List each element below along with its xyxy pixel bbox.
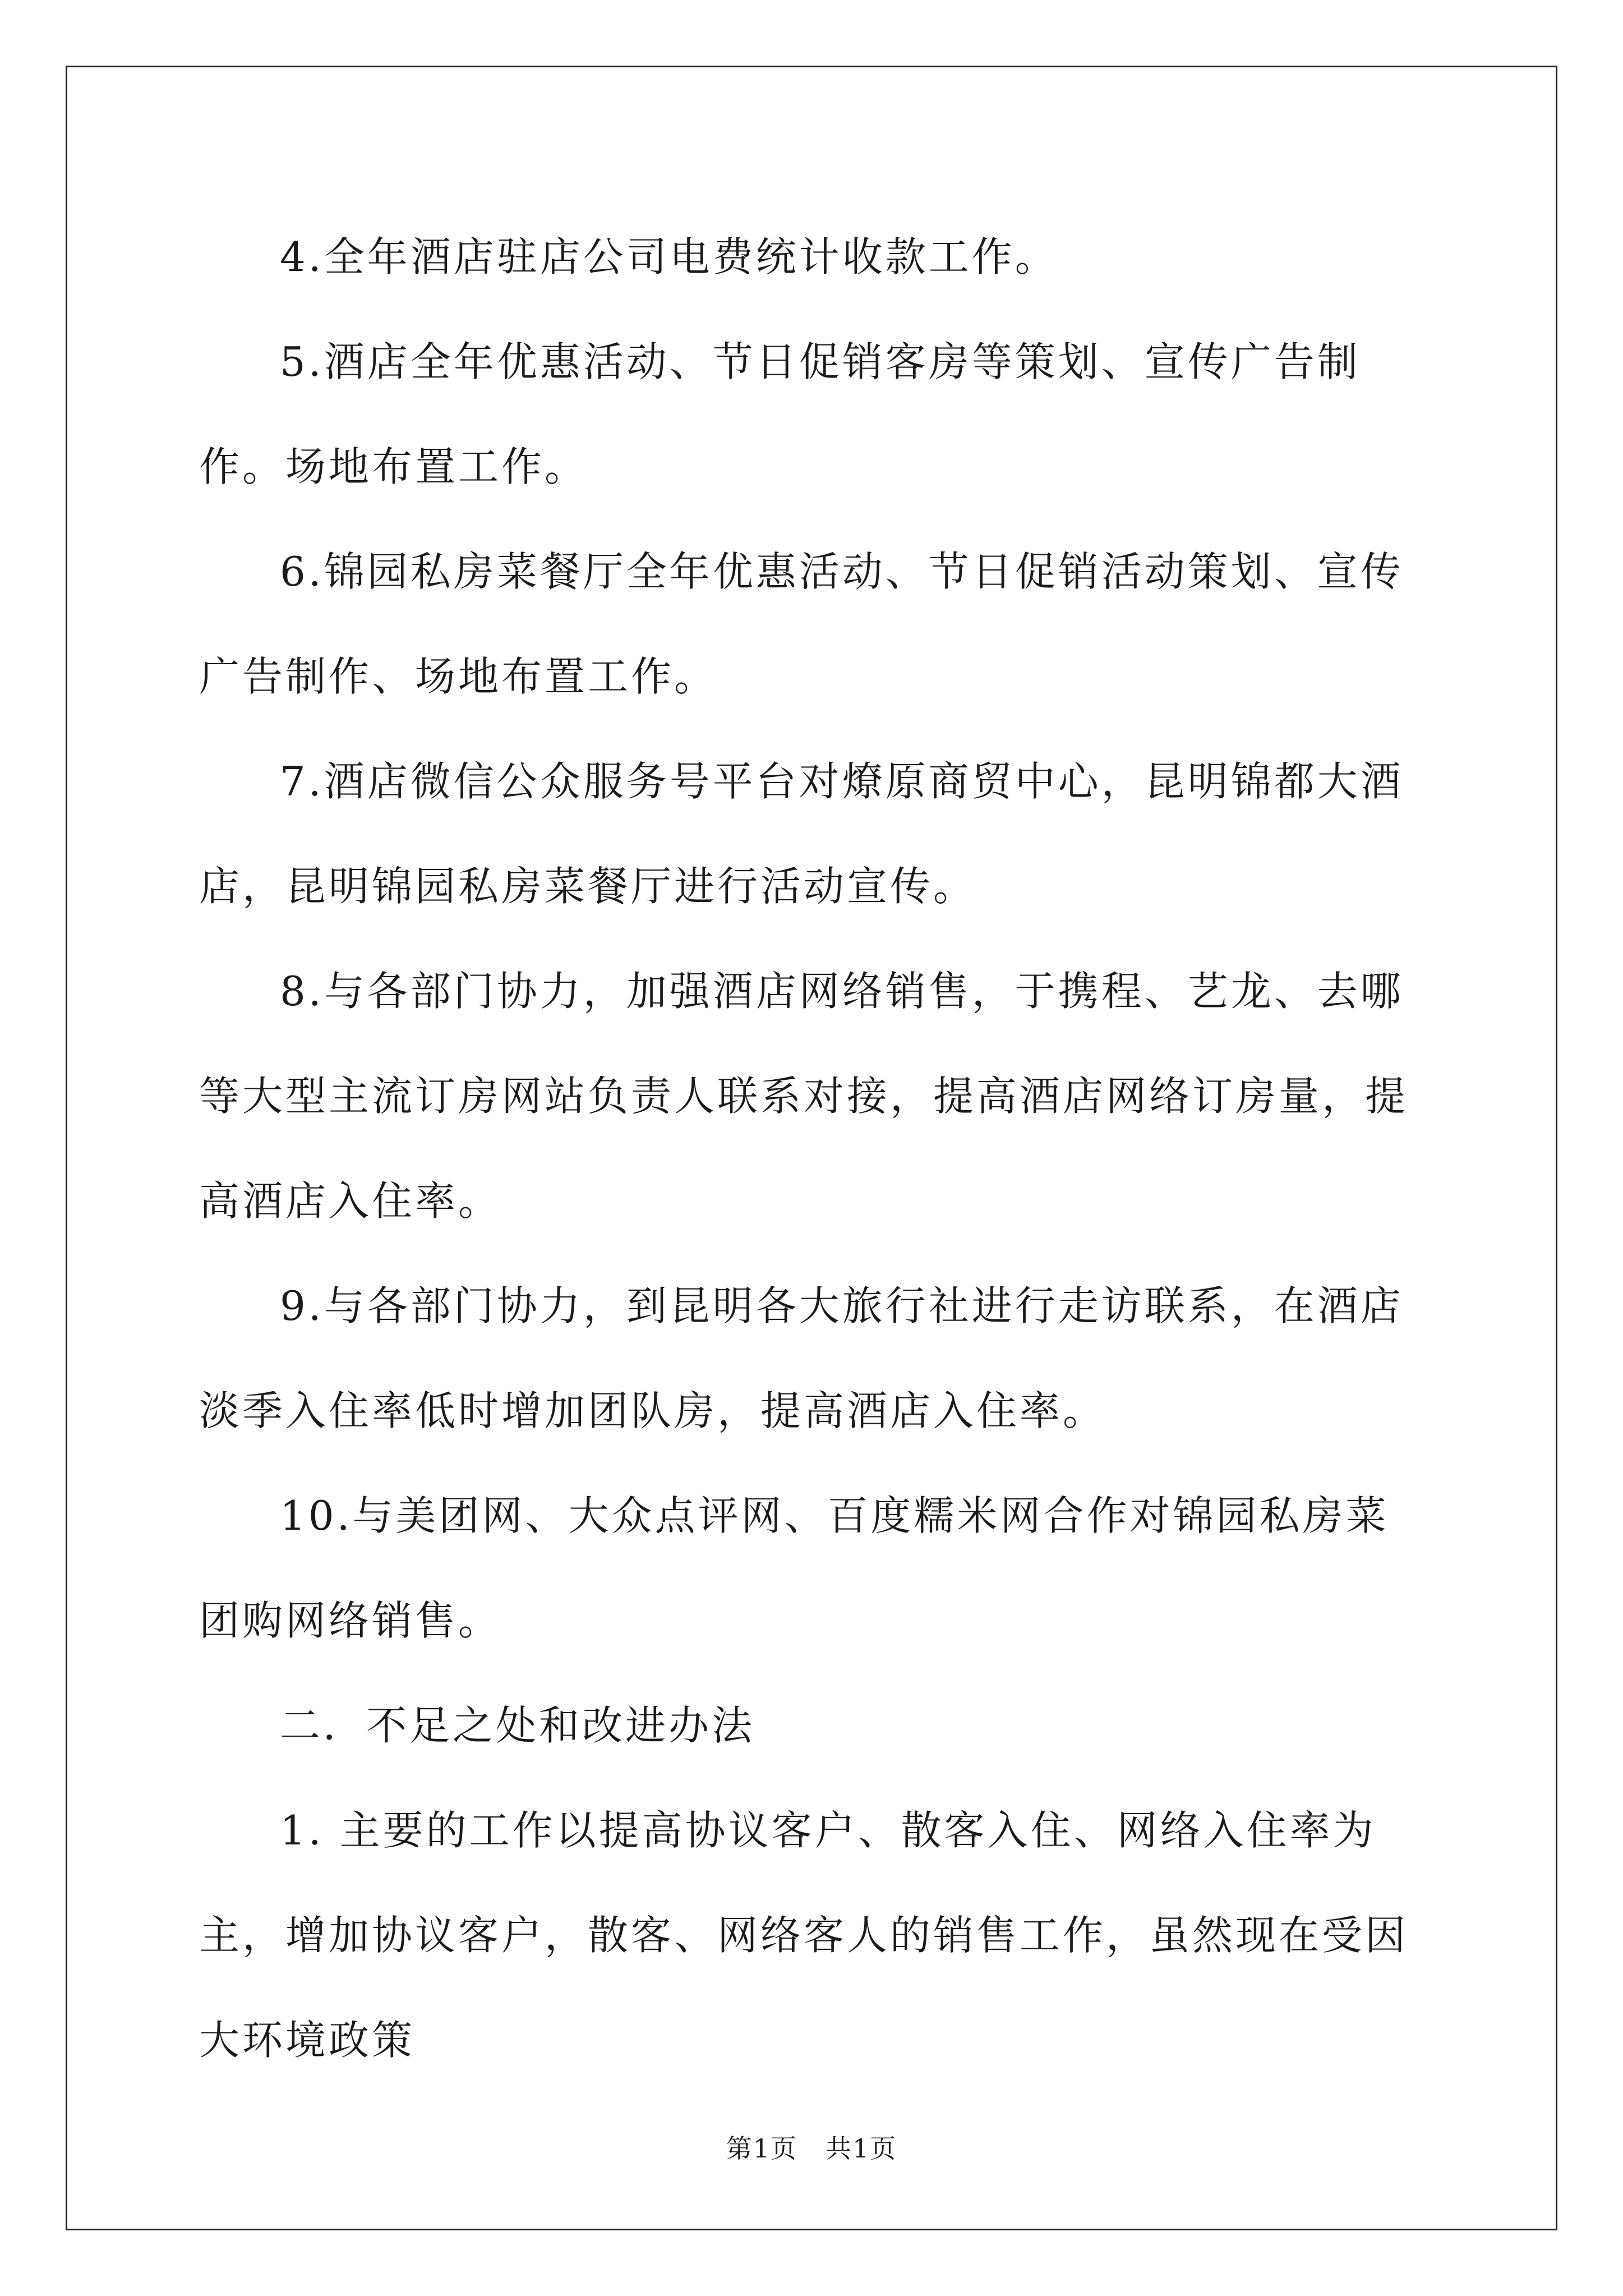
paragraph-item-10: 10.与美团网、大众点评网、百度糯米网合作对锦园私房菜团购网络销售。 — [199, 1492, 1389, 1644]
document-body — [199, 205, 1422, 2093]
page-footer — [0, 2132, 1623, 2165]
page-total: 共1页 — [826, 2133, 897, 2164]
paragraph-item-7: 7.酒店微信公众服务号平台对燎原商贸中心，昆明锦都大酒店，昆明锦园私房菜餐厅进行活动宣传。 — [199, 758, 1404, 910]
section-heading: 二．不足之处和改进办法 — [280, 1702, 755, 1749]
paragraph-improvement-1: 1. 主要的工作以提高协议客户、散客入住、网络入住率为主，增加协议客户，散客、网络客人的销售工作，虽然现在受因大环境政策 — [199, 1807, 1409, 2064]
paragraph-item-6: 6.锦园私房菜餐厅全年优惠活动、节日促销活动策划、宣传广告制作、场地布置工作。 — [199, 548, 1404, 700]
paragraph-item-4: 4.全年酒店驻店公司电费统计收款工作。 — [280, 233, 1058, 280]
page-number: 第1页 — [726, 2133, 797, 2164]
paragraph-item-8: 8.与各部门协力，加强酒店网络销售，于携程、艺龙、去哪等大型主流订房网站负责人联系对接，提高酒店网络订房量，提高酒店入住率。 — [199, 968, 1409, 1225]
paragraph-item-5: 5.酒店全年优惠活动、节日促销客房等策划、宣传广告制作。场地布置工作。 — [199, 338, 1361, 490]
paragraph-item-9: 9.与各部门协力，到昆明各大旅行社进行走访联系，在酒店淡季入住率低时增加团队房，提高酒店入住率。 — [199, 1282, 1404, 1434]
